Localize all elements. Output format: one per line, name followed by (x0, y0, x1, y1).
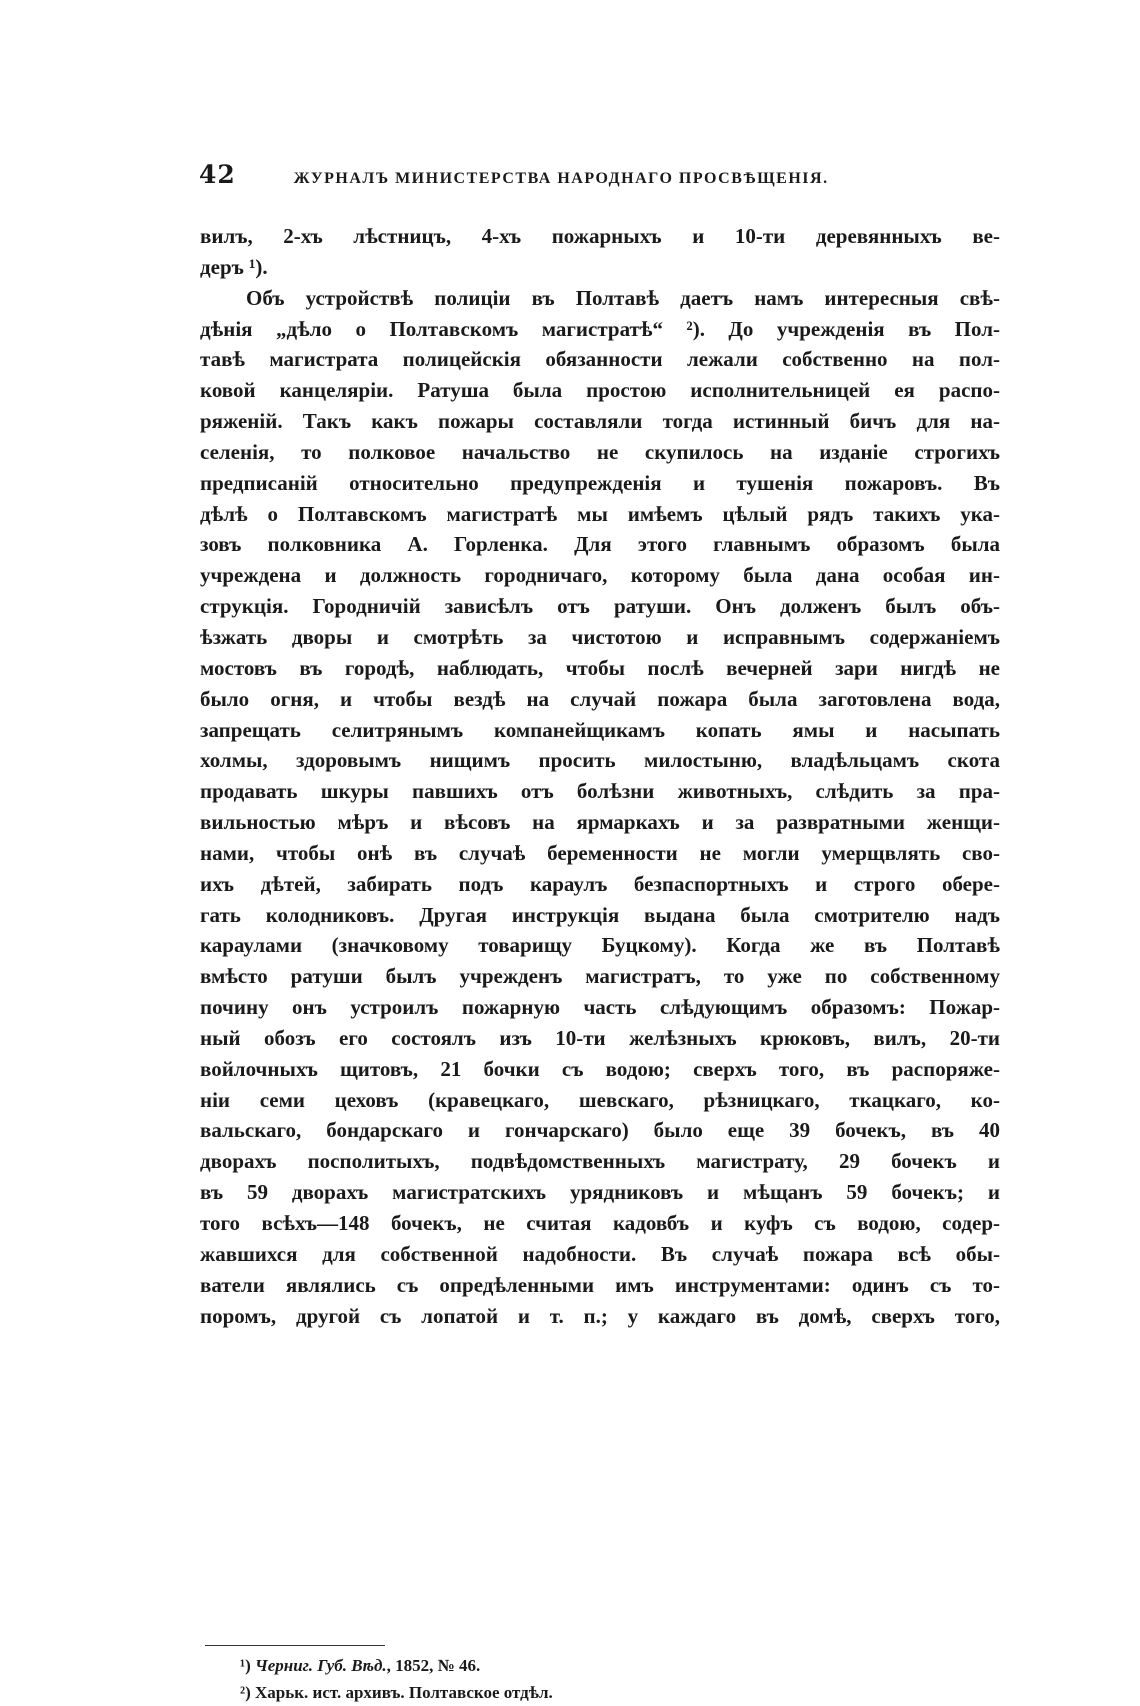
footnote (240, 1679, 1000, 1706)
body-text (200, 221, 1000, 1331)
text-line: ный обозъ его состоялъ изъ 10-ти желѣзныхъ крюковъ, вилъ, 20-ти (200, 1025, 1000, 1050)
text-line: въ 59 дворахъ магистратскихъ урядниковъ и мѣщанъ 59 бочекъ; и (200, 1180, 1000, 1205)
text-line: ковой канцеляріи. Ратуша была простою исполнительницей ея распо- (200, 378, 1000, 403)
text-line: того всѣхъ—148 бочекъ, не считая кадовбъ и куфъ съ водою, содер- (200, 1211, 1000, 1235)
text-line: предписаній относительно предупрежденія и тушенія пожаровъ. Въ (200, 470, 1000, 495)
text-line: дѣлѣ о Полтавскомъ магистратѣ мы имѣемъ цѣлый рядъ такихъ ука- (200, 501, 1000, 526)
footnote-source: Харьк. ист. архивъ. Полтавское отдѣл. (255, 1683, 553, 1702)
text-line: ватели являлись съ опредѣленными имъ инструментами: одинъ съ то- (200, 1272, 1000, 1297)
text-line: ніи семи цеховъ (кравецкаго, шевскаго, рѣзницкаго, ткацкаго, ко- (200, 1087, 1000, 1112)
text-line: ряженій. Такъ какъ пожары составляли тогда истинный бичъ для на- (200, 409, 1000, 434)
page-header (199, 160, 999, 194)
text-line: жавшихся для собственной надобности. Въ случаѣ пожара всѣ обы- (200, 1241, 1000, 1266)
text-line: продавать шкуры павшихъ отъ болѣзни животныхъ, слѣдить за пра- (200, 779, 1000, 804)
text-line: зовъ полковника А. Горленка. Для этого главнымъ образомъ была (200, 532, 1000, 557)
text-line: вальскаго, бондарскаго и гончарскаго) было еще 39 бочекъ, въ 40 (200, 1118, 1000, 1143)
text-line: поромъ, другой съ лопатой и т. п.; у каждаго въ домѣ, сверхъ того, (200, 1303, 1000, 1328)
text-line: холмы, здоровымъ нищимъ просить милостыню, владѣльцамъ скота (200, 748, 1000, 773)
text-line: войлочныхъ щитовъ, 21 бочки съ водою; сверхъ того, въ распоряже- (200, 1056, 1000, 1081)
text-line: гать колодниковъ. Другая инструкція выдана была смотрителю надъ (200, 902, 1000, 927)
text-line: тавѣ магистрата полицейскія обязанности лежали собственно на пол- (200, 347, 1000, 372)
text-line: мостовъ въ городѣ, наблюдать, чтобы послѣ вечерней зари нигдѣ не (200, 655, 1000, 680)
text-line: деръ ¹). (200, 254, 268, 279)
text-line: было огня, и чтобы вездѣ на случай пожара была заготовлена вода, (200, 686, 1000, 711)
text-line: караулами (значковому товарищу Буцкому). Когда же въ Полтавѣ (200, 933, 1000, 958)
footnotes (240, 1652, 1000, 1706)
text-line: учреждена и должность городничаго, которому была дана особая ин- (200, 563, 1000, 588)
text-line: вилъ, 2-хъ лѣстницъ, 4-хъ пожарныхъ и 10-ти деревянныхъ ве- (200, 224, 1000, 248)
text-line: дѣнія „дѣло о Полтавскомъ магистратѣ“ ²). До учрежденія въ Пол- (200, 316, 1000, 341)
footnote-mark: ¹) (240, 1656, 256, 1675)
text-line: дворахъ посполитыхъ, подвѣдомственныхъ магистрату, 29 бочекъ и (200, 1149, 1000, 1174)
text-line: селенія, то полковое начальство не скупилось на изданіе строгихъ (200, 439, 1000, 464)
text-line: ѣзжать дворы и смотрѣть за чистотою и исправнымъ содержаніемъ (200, 624, 1000, 649)
footnote-mark: ²) (240, 1683, 256, 1702)
text-line: вильностью мѣръ и вѣсовъ на ярмаркахъ и за развратными женщи- (200, 810, 1000, 835)
footnote-source: Черниг. Губ. Вѣд. (255, 1656, 387, 1675)
text-line: Объ устройствѣ полиціи въ Полтавѣ даетъ намъ интересныя свѣ- (246, 285, 1000, 310)
footnote (240, 1652, 1000, 1679)
footnote-rule (205, 1645, 385, 1646)
text-line: ихъ дѣтей, забирать подъ караулъ безпаспортныхъ и строго обере- (200, 871, 1000, 896)
text-line: вмѣсто ратуши былъ учрежденъ магистратъ, то уже по собственному (200, 964, 1000, 989)
text-line: струкція. Городничій зависѣлъ отъ ратуши. Онъ долженъ былъ объ- (200, 594, 1000, 619)
text-line: запрещать селитрянымъ компанейщикамъ копать ямы и насыпать (200, 717, 1000, 742)
page-number: 42 (199, 160, 236, 189)
footnote-rest: , 1852, № 46. (386, 1656, 481, 1675)
running-title: ЖУРНАЛЪ МИНИСТЕРСТВА НАРОДНАГО ПРОСВѢЩЕНІЯ. (293, 170, 829, 187)
text-line: почину онъ устроилъ пожарную часть слѣдующимъ образомъ: Пожар- (200, 995, 1000, 1020)
text-line: нами, чтобы онѣ въ случаѣ беременности не могли умерщвлять сво- (200, 840, 1000, 865)
